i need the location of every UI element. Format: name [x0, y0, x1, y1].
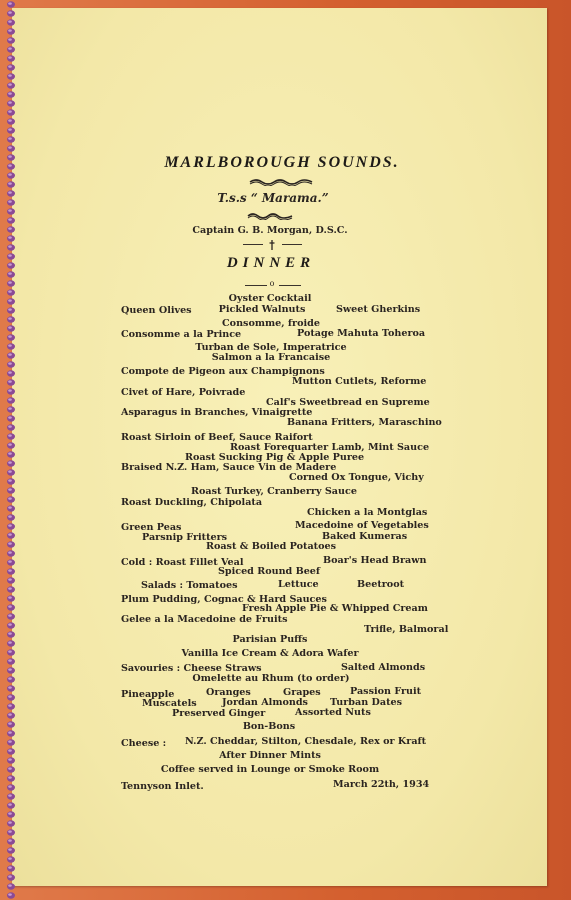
- menu-item: Plum Pudding, Cognac & Hard Sauces: [121, 594, 327, 605]
- menu-item: After Dinner Mints: [219, 750, 321, 761]
- menu-item: Trifle, Balmoral: [364, 624, 449, 635]
- menu-item: Assorted Nuts: [295, 707, 371, 718]
- menu-item: Banana Fritters, Maraschino: [287, 417, 442, 428]
- menu-item: Gelee a la Macedoine de Fruits: [121, 614, 288, 625]
- menu-item: Civet of Hare, Poivrade: [121, 387, 246, 398]
- menu-title: MARLBOROUGH SOUNDS.: [164, 154, 400, 171]
- menu-item: Chicken a la Montglas: [307, 507, 428, 518]
- divider-line: [245, 285, 267, 286]
- menu-item: Oyster Cocktail: [228, 293, 312, 304]
- menu-item: Sweet Gherkins: [336, 304, 421, 315]
- divider-line: [282, 244, 302, 245]
- dagger-ornament: [268, 239, 276, 251]
- menu-item: Jordan Almonds: [222, 697, 308, 708]
- menu-item: Corned Ox Tongue, Vichy: [289, 472, 424, 483]
- menu-item: Mutton Cutlets, Reforme: [292, 376, 427, 387]
- menu-item: Grapes: [283, 687, 321, 698]
- menu-item: Omelette au Rhum (to order): [192, 673, 350, 684]
- menu-item: Muscatels: [142, 698, 197, 709]
- ship-name: T.s.s “ Marama.”: [217, 191, 329, 205]
- menu-item: Spiced Round Beef: [217, 566, 321, 577]
- menu-item: Potage Mahuta Toheroa: [297, 328, 426, 339]
- menu-item: Braised N.Z. Ham, Sauce Vin de Madere: [121, 462, 337, 473]
- menu-item: Salted Almonds: [341, 662, 426, 673]
- menu-item: Oranges: [206, 687, 251, 698]
- menu-item: N.Z. Cheddar, Stilton, Chesdale, Rex or Kraft: [185, 736, 427, 747]
- menu-item: Passion Fruit: [350, 686, 422, 697]
- menu-item: Cold : Roast Fillet Veal: [121, 557, 244, 568]
- menu-item: Fresh Apple Pie & Whipped Cream: [242, 603, 428, 614]
- divider-line: [243, 244, 263, 245]
- captain-line: Captain G. B. Morgan, D.S.C.: [192, 225, 348, 236]
- ornament-flourish: [246, 212, 294, 220]
- menu-item: Calf's Sweetbread en Supreme: [266, 397, 430, 408]
- menu-item: Asparagus in Branches, Vinaigrette: [121, 407, 313, 418]
- menu-item: Roast & Boiled Potatoes: [205, 541, 337, 552]
- footer-place: Tennyson Inlet.: [121, 781, 204, 792]
- menu-item: Roast Sirloin of Beef, Sauce Raifort: [121, 432, 313, 443]
- menu-item: Parisian Puffs: [232, 634, 308, 645]
- menu-item: Salads : Tomatoes: [141, 580, 238, 591]
- menu-item: Pickled Walnuts: [218, 304, 306, 315]
- menu-item: Roast Turkey, Cranberry Sauce: [191, 486, 357, 497]
- menu-item: Beetroot: [357, 579, 405, 590]
- menu-item: Roast Duckling, Chipolata: [121, 497, 263, 508]
- footer-date: March 22th, 1934: [333, 779, 430, 790]
- menu-item: Roast Sucking Pig & Apple Puree: [185, 452, 365, 463]
- menu-item: Baked Kumeras: [322, 531, 408, 542]
- menu-item: Bon-Bons: [242, 721, 296, 732]
- menu-item: Parsnip Fritters: [142, 532, 228, 543]
- menu-item: Cheese :: [121, 738, 167, 749]
- menu-item: Roast Forequarter Lamb, Mint Sauce: [230, 442, 430, 453]
- ornament-flourish: [248, 178, 314, 186]
- menu-item: Turban de Sole, Imperatrice: [195, 342, 347, 353]
- menu-item: Consomme a la Prince: [121, 329, 242, 340]
- menu-item: Queen Olives: [121, 305, 192, 316]
- dinner-heading: DINNER: [226, 255, 316, 271]
- menu-item: Salmon a la Francaise: [211, 352, 331, 363]
- menu-item: Vanilla Ice Cream & Adora Wafer: [181, 648, 359, 659]
- menu-item: Turban Dates: [330, 697, 402, 708]
- menu-item: Macedoine of Vegetables: [295, 520, 429, 531]
- menu-item: Consomme, froide: [222, 318, 320, 329]
- menu-item: Coffee served in Lounge or Smoke Room: [160, 764, 380, 775]
- menu-item: Lettuce: [278, 579, 319, 590]
- menu-item: Pineapple: [121, 689, 175, 700]
- divider-line: [279, 285, 301, 286]
- binding-cord: [4, 0, 18, 900]
- menu-item: Savouries : Cheese Straws: [121, 663, 262, 674]
- menu-item: Preserved Ginger: [172, 708, 266, 719]
- menu-item: Green Peas: [121, 522, 182, 533]
- menu-item: Compote de Pigeon aux Champignons: [121, 366, 325, 377]
- divider-mark: o: [269, 279, 275, 288]
- menu-item: Boar's Head Brawn: [323, 555, 427, 566]
